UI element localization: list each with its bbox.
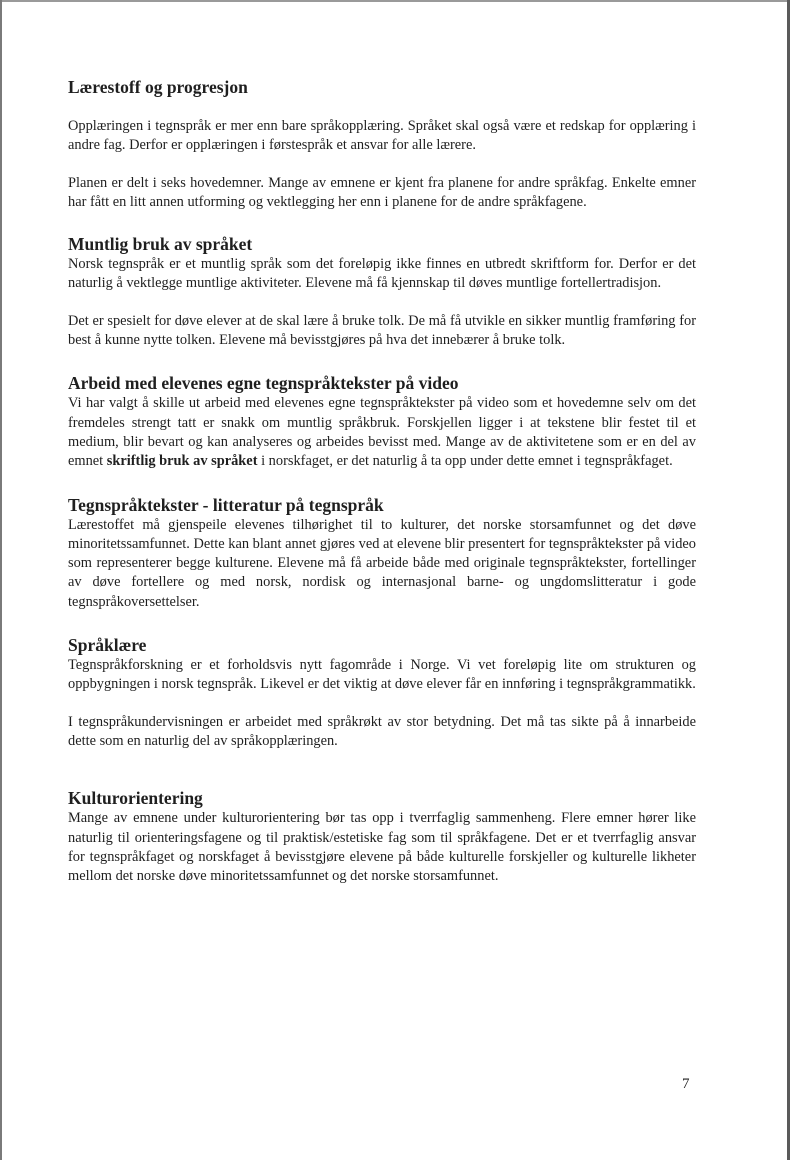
- section-muntlig-bruk: [68, 233, 696, 350]
- section-heading: Arbeid med elevenes egne tegnspråktekster på video: [68, 373, 459, 394]
- section-heading: Lærestoff og progresjon: [68, 77, 248, 97]
- section-heading: Tegnspråktekster - litteratur på tegnspråk: [68, 494, 384, 515]
- scan-border-top: [0, 0, 790, 2]
- paragraph: Planen er delt i seks hovedemner. Mange av emnene er kjent fra planene for andre språkfag. Enkelte emner har fått en litt annen utforming og vektlegging her enn i planene for de andre språkfagene.: [68, 174, 696, 210]
- section-kulturorientering: [68, 787, 696, 886]
- paragraph: [68, 394, 696, 471]
- document-page: [68, 76, 696, 886]
- paragraph-text: Vi har valgt å skille ut arbeid med elevenes egne tegnspråktekster på video som et hovedemne selv om det fremdeles strengt tatt er snakk om muntlig språkbruk. Forskjellen ligger i at tekstene blir festet til et medium, blir bevart og kan analyseres og arbeides bevisst med. Mange av de aktivitetene som er en del av emnet: [68, 395, 696, 470]
- paragraph: Tegnspråkforskning er et forholdsvis nytt fagområde i Norge. Vi vet foreløpig lite om strukturen og oppbygningen i norsk tegnspråk. Likevel er det viktig at døve elever får en innføring i tegnspråkgrammatikk.: [68, 657, 696, 693]
- paragraph: I tegnspråkundervisningen er arbeidet med språkrøkt av stor betydning. Det må tas sikte på å innarbeide dette som en naturlig del av språkopplæringen.: [68, 713, 696, 749]
- paragraph: Opplæringen i tegnspråk er mer enn bare språkopplæring. Språket skal også være et redskap for opplæring i andre fag. Derfor er opplæringen i førstespråk et ansvar for alle lærere.: [68, 118, 696, 154]
- section-heading: Muntlig bruk av språket: [68, 234, 253, 255]
- section-laerestoff: [68, 76, 696, 212]
- paragraph: Mange av emnene under kulturorientering bør tas opp i tverrfaglig sammenheng. Flere emner hører like naturlig til orienteringsfagene og til praktisk/estetiske fag som til språkfagene. Det er et tverrfaglig ansvar for tegnspråkfaget og norskfaget å bevisstgjøre elevene på både kulturelle forskjeller og kulturelle likheter mellom det norske døve minoritetssamfunnet og det norske storsamfunnet.: [68, 810, 696, 885]
- scan-border-left: [0, 0, 2, 1160]
- paragraph-text: i norskfaget, er det naturlig å ta opp under dette emnet i tegnspråkfaget.: [257, 453, 673, 470]
- paragraph: Norsk tegnspråk er et muntlig språk som det foreløpig ikke finnes en utbredt skriftform for. Derfor er det naturlig å vektlegge muntlige aktiviteter. Elevene må få kjennskap til døves muntlige fortellertradisjon.: [68, 256, 696, 292]
- section-arbeid-video: [68, 372, 696, 471]
- section-heading: Kulturorientering: [68, 788, 203, 809]
- page-number: 7: [682, 1076, 690, 1092]
- section-spraklaere: [68, 634, 696, 751]
- section-heading: Språklære: [68, 635, 147, 656]
- section-tegnspraktekster: [68, 494, 696, 612]
- paragraph: Det er spesielt for døve elever at de skal lære å bruke tolk. De må få utvikle en sikker muntlig framføring for best å kunne nytte tolken. Elevene må bevisstgjøres på hva det innebærer å bruke tolk.: [68, 312, 696, 349]
- emphasized-term: skriftlig bruk av språket: [106, 453, 258, 470]
- paragraph: Lærestoffet må gjenspeile elevenes tilhørighet til to kulturer, det norske storsamfunnet og det døve minoritetssamfunnet. Dette kan blant annet gjøres ved at elevene blir presentert for tegnspråktekster på video som representerer begge kulturene. Elevene må få arbeide både med originale tegnspråktekster, fortellinger av døve fortellere og med norsk, nordisk og internasjonal barne- og ungdomslitteratur i gode tegnspråkoversettelser.: [68, 516, 696, 610]
